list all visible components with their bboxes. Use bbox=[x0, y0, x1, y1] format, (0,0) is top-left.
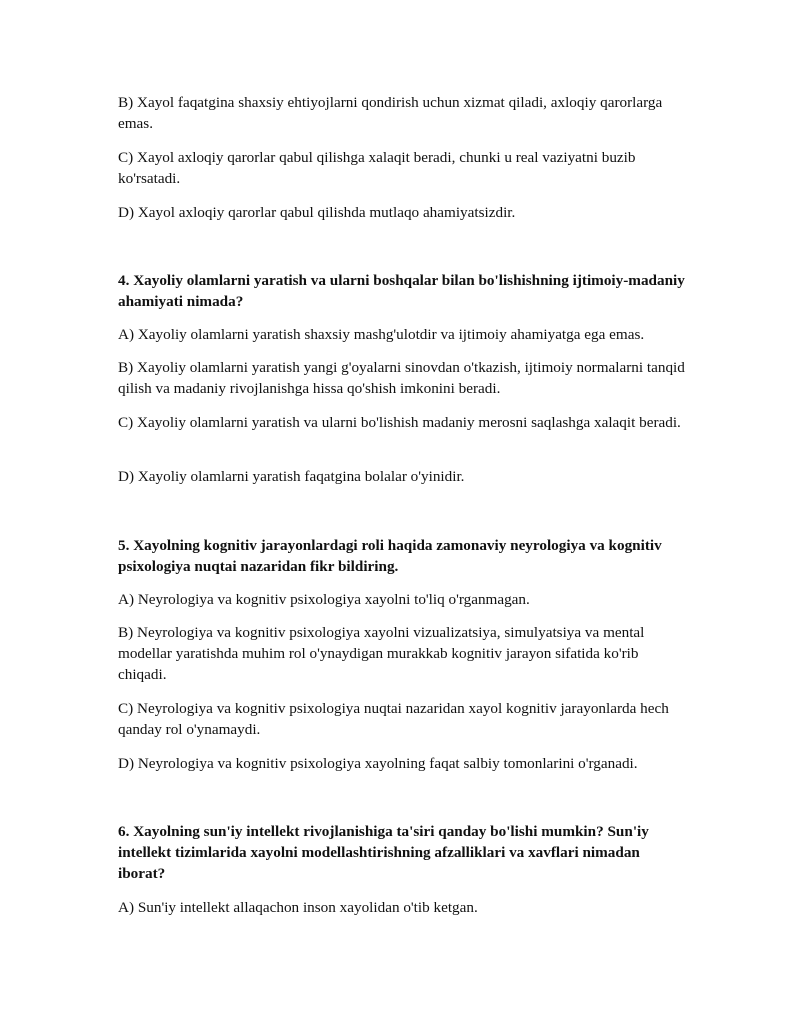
q3-option-c: C) Xayol axloqiy qarorlar qabul qilishga xalaqit beradi, chunki u real vaziyatni buzib ko'rsatadi. bbox=[118, 149, 636, 187]
q4-option-b: B) Xayoliy olamlarni yaratish yangi g'oyalarni sinovdan o'tkazish, ijtimoiy normalarni tanqid qilish va madaniy rivojlanishga hissa qo'shish imkonini beradi. bbox=[118, 359, 685, 397]
q4-question: 4. Xayoliy olamlarni yaratish va ularni boshqalar bilan bo'lishishning ijtimoiy-madaniy ahamiyati nimada? bbox=[118, 272, 685, 310]
q4-option-d: D) Xayoliy olamlarni yaratish faqatgina bolalar o'yinidir. bbox=[118, 468, 465, 485]
q5-question: 5. Xayolning kognitiv jarayonlardagi roli haqida zamonaviy neyrologiya va kognitiv psixologiya nuqtai nazaridan fikr bildiring. bbox=[118, 537, 662, 575]
q5-option-b: B) Neyrologiya va kognitiv psixologiya xayolni vizualizatsiya, simulyatsiya va mental modellar yaratishda muhim rol o'ynaydigan murakkab kognitiv jarayon sifatida ko'rib chiqadi. bbox=[118, 624, 645, 683]
q3-option-b: B) Xayol faqatgina shaxsiy ehtiyojlarni qondirish uchun xizmat qiladi, axloqiy qarorlarga emas. bbox=[118, 94, 663, 132]
q4-option-a: A) Xayoliy olamlarni yaratish shaxsiy mashg'ulotdir va ijtimoiy ahamiyatga ega emas. bbox=[118, 326, 645, 343]
q5-option-a: A) Neyrologiya va kognitiv psixologiya xayolni to'liq o'rganmagan. bbox=[118, 591, 530, 608]
q3-option-d: D) Xayol axloqiy qarorlar qabul qilishda mutlaqo ahamiyatsizdir. bbox=[118, 204, 516, 221]
q6-option-a: A) Sun'iy intellekt allaqachon inson xayolidan o'tib ketgan. bbox=[118, 899, 478, 916]
q6-question: 6. Xayolning sun'iy intellekt rivojlanishiga ta'siri qanday bo'lishi mumkin? Sun'iy intellekt tizimlarida xayolni modellashtirishning afzalliklari va xavflari nimadan iborat? bbox=[118, 823, 649, 882]
q5-option-d: D) Neyrologiya va kognitiv psixologiya xayolning faqat salbiy tomonlarini o'rganadi. bbox=[118, 755, 638, 772]
q5-option-c: C) Neyrologiya va kognitiv psixologiya nuqtai nazaridan xayol kognitiv jarayonlarda hech qanday rol o'ynamaydi. bbox=[118, 700, 669, 738]
q4-option-c: C) Xayoliy olamlarni yaratish va ularni bo'lishish madaniy merosni saqlashga xalaqit beradi. bbox=[118, 414, 681, 431]
